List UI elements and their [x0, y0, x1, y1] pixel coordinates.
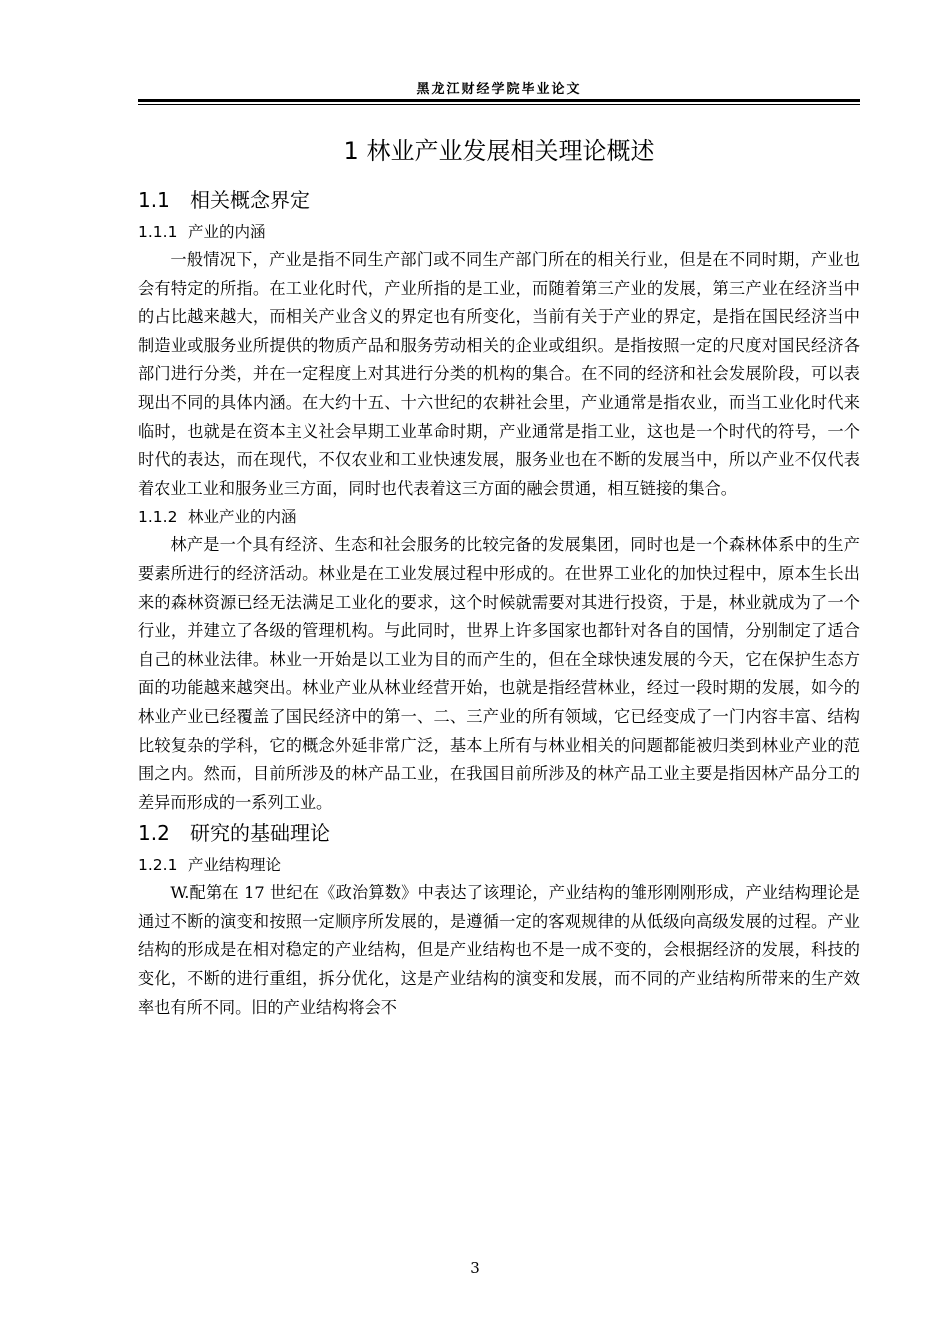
paragraph-forestry-connotation: 林产是一个具有经济、生态和社会服务的比较完备的发展集团，同时也是一个森林体系中的生产要素所进行的经济活动。林业是在工业发展过程中形成的。在世界工业化的加快过程中，原本生长出来的森林资源已经无法满足工业化的要求，这个时候就需要对其进行投资，于是，林业就成为了一个行业，并建立了各级的管理机构。与此同时，世界上许多国家也都针对各自的国情，分别制定了适合自己的林业法律。林业一开始是以工业为目的而产生的，但在全球快速发展的今天，它在保护生态方面的功能越来越突出。林业产业从林业经营开始，也就是指经营林业，经过一段时期的发展，如今的林业产业已经覆盖了国民经济中的第一、二、三产业的所有领域，它已经变成了一门内容丰富、结构比较复杂的学科，它的概念外延非常广泛，基本上所有与林业相关的问题都能被归类到林业产业的范围之内。然而，目前所涉及的林产品工业，在我国目前所涉及的林产品工业主要是指因林产品分工的差异而形成的一系列工业。	[138, 535, 860, 812]
header-rule-thick	[138, 99, 860, 102]
section-heading-1-1	[138, 184, 860, 216]
running-header: 黑龙江财经学院毕业论文	[416, 82, 582, 97]
subsection-number: 1.1.2	[138, 508, 178, 527]
main-content	[138, 132, 860, 1022]
paragraph-industrial-structure-theory: W.配第在 17 世纪在《政治算数》中表达了该理论，产业结构的雏形刚刚形成，产业结构理论是通过不断的演变和按照一定顺序所发展的，是遵循一定的客观规律的从低级向高级发展的过程。产业结构的形成是在相对稳定的产业结构，但是产业结构也不是一成不变的，会根据经济的发展，科技的变化，不断的进行重组，拆分优化，这是产业结构的演变和发展，而不同的产业结构所带来的生产效率也有所不同。旧的产业结构将会不	[138, 883, 860, 1017]
paragraph-industry-connotation: 一般情况下，产业是指不同生产部门或不同生产部门所在的相关行业，但是在不同时期，产业也会有特定的所指。在工业化时代，产业所指的是工业，而随着第三产业的发展，第三产业在经济当中的占比越来越大，而相关产业含义的界定也有所变化，当前有关于产业的界定，是指在国民经济当中制造业或服务业所提供的物质产品和服务劳动相关的企业或组织。是指按照一定的尺度对国民经济各部门进行分类，并在一定程度上对其进行分类的机构的集合。在不同的经济和社会发展阶段，可以表现出不同的具体内涵。在大约十五、十六世纪的农耕社会里，产业通常是指农业，而当工业化时代来临时，也就是在资本主义社会早期工业革命时期，产业通常是指工业，这也是一个时代的符号，一个时代的表达，而在现代，不仅农业和工业快速发展，服务业也在不断的发展当中，所以产业不仅代表着农业工业和服务业三方面，同时也代表着这三方面的融会贯通，相互链接的集合。	[138, 250, 860, 498]
subsection-number: 1.2.1	[138, 856, 178, 875]
page-number: 3	[470, 1259, 480, 1277]
header-rule-thin	[138, 104, 860, 105]
chapter-title: 1 林业产业发展相关理论概述	[343, 137, 655, 165]
subsection-title: 林业产业的内涵	[188, 508, 297, 527]
section-number: 1.1	[138, 188, 170, 212]
subsection-heading-1-1-2	[138, 503, 860, 531]
subsection-title: 产业结构理论	[188, 856, 282, 875]
subsection-title: 产业的内涵	[188, 223, 266, 241]
subsection-heading-1-1-1	[138, 218, 860, 246]
subsection-heading-1-2-1	[138, 851, 860, 879]
section-number: 1.2	[138, 821, 170, 846]
section-heading-1-2	[138, 817, 860, 849]
section-title: 相关概念界定	[190, 188, 310, 212]
subsection-number: 1.1.1	[138, 223, 178, 241]
section-title: 研究的基础理论	[190, 821, 330, 846]
